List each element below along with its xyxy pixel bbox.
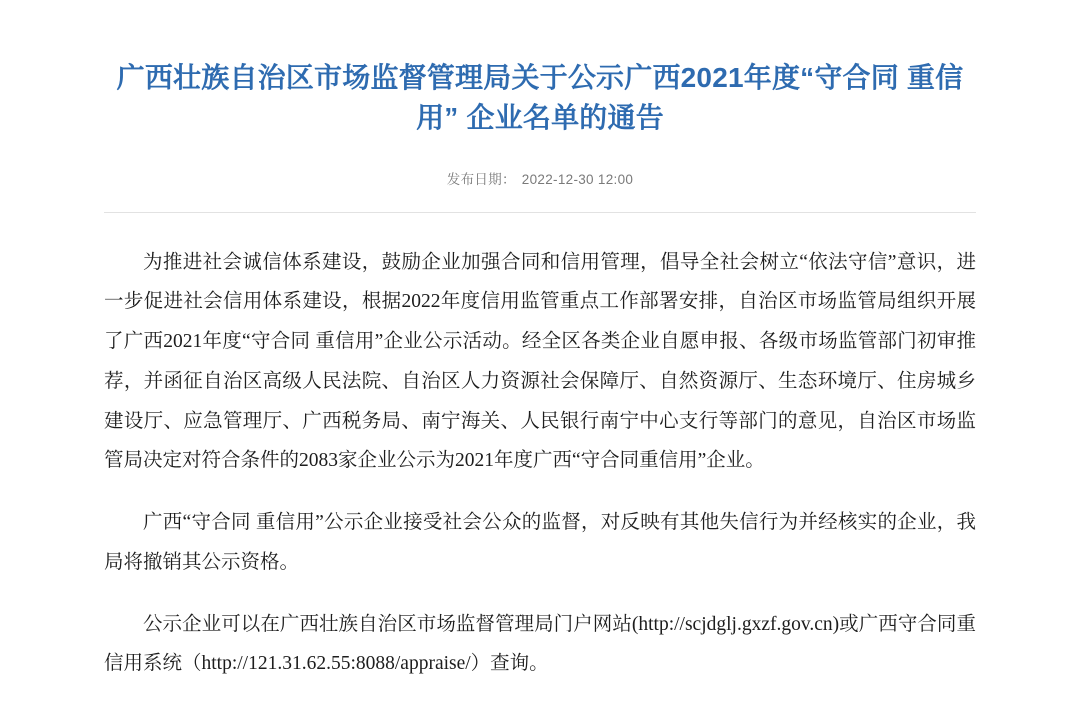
article-container	[104, 0, 976, 684]
article-body	[104, 243, 976, 685]
publish-meta	[104, 168, 976, 188]
publish-date-label: 发布日期：	[446, 171, 516, 187]
page-title: 广西壮族自治区市场监督管理局关于公示广西2021年度“守合同 重信用” 企业名单的通告	[116, 62, 964, 133]
paragraph-2: 广西“守合同 重信用”公示企业接受社会公众的监督，对反映有其他失信行为并经核实的企业，我局将撤销其公示资格。	[104, 512, 976, 573]
paragraph-1: 为推进社会诚信体系建设，鼓励企业加强合同和信用管理，倡导全社会树立“依法守信”意识，进一步促进社会信用体系建设，根据2022年度信用监管重点工作部署安排，自治区市场监管局组织开展了广西2021年度“守合同 重信用”企业公示活动。经全区各类企业自愿申报、各级市场监管部门初审推荐，并函征自治区高级人民法院、自治区人力资源社会保障厅、自然资源厅、生态环境厅、住房城乡建设厅、应急管理厅、广西税务局、南宁海关、人民银行南宁中心支行等部门的意见，自治区市场监管局决定对符合条件的2083家企业公示为2021年度广西“守合同重信用”企业。	[104, 251, 976, 472]
paragraph-3: 公示企业可以在广西壮族自治区市场监督管理局门户网站(http://scjdglj.gxzf.gov.cn)或广西守合同重信用系统（http://121.31.62.55:8088/appraise/）查询。	[104, 613, 976, 675]
publish-date-value: 2022-12-30 12:00	[521, 171, 634, 187]
header-divider	[104, 212, 976, 213]
